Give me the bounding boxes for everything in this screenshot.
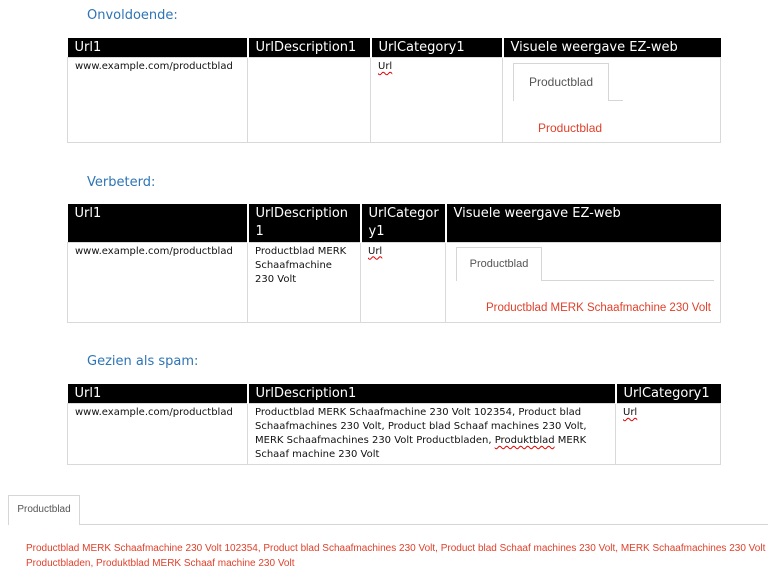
tab-baseline (8, 524, 768, 525)
col-header-url-category: UrlCategory1 (371, 38, 503, 58)
col-header-url-description: UrlDescription1 (248, 38, 371, 58)
section-heading-spam: Gezien als spam: (87, 354, 199, 369)
preview-link[interactable]: Productblad MERK Schaafmachine 230 Volt (485, 301, 711, 314)
tab-productblad[interactable]: Productblad (8, 495, 80, 525)
col-header-url-category: UrlCategor y1 (361, 204, 446, 242)
cell-description (248, 58, 371, 143)
col-header-url-description: UrlDescription 1 (248, 204, 361, 242)
cell-category (361, 242, 446, 322)
description-misspelled-word: Produktblad (494, 435, 555, 446)
table-row (68, 404, 721, 465)
cell-description: Productblad MERK Schaafmachine 230 Volt (248, 242, 361, 322)
category-value: Url (368, 245, 383, 257)
col-header-url-description: UrlDescription1 (248, 384, 616, 404)
tab-productblad[interactable]: Productblad (513, 63, 609, 101)
ezweb-preview (503, 58, 720, 142)
category-value: Url (623, 407, 638, 418)
description-text: Productblad MERK Schaafmachine 230 Volt 102354, Product blad Schaafmachines 230 Volt, Product blad Schaaf machines 230 Volt, MERK Schaafmachines 230 Volt Productbladen, (255, 407, 587, 446)
cell-preview (446, 242, 721, 322)
preview-link[interactable]: Productblad MERK Schaafmachine 230 Volt 102354, Product blad Schaafmachines 230 Volt, Product blad Schaaf machines 230 Volt, MERK Schaafmachines 230 Volt Productbladen, Produktblad MERK Schaaf machine 230 Volt (26, 543, 766, 569)
cell-category (371, 58, 503, 143)
cell-url: www.example.com/productblad (68, 242, 248, 322)
preview-link[interactable]: Productblad (538, 121, 603, 135)
table-row (68, 242, 721, 322)
section-heading-verbeterd: Verbeterd: (87, 175, 156, 190)
cell-description (248, 404, 616, 465)
description-text-end: MERK Schaaf machine 230 Volt (255, 435, 587, 460)
col-header-visual-preview: Visuele weergave EZ-web (503, 38, 721, 58)
col-header-url: Url1 (68, 384, 248, 404)
cell-url: www.example.com/productblad (68, 58, 248, 143)
col-header-url: Url1 (68, 38, 248, 58)
table-spam (67, 384, 721, 465)
table-onvoldoende (67, 38, 721, 143)
table-verbeterd (67, 204, 721, 323)
col-header-url: Url1 (68, 204, 248, 242)
col-header-url-category: UrlCategory1 (616, 384, 721, 404)
table-row (68, 58, 721, 143)
col-header-visual-preview: Visuele weergave EZ-web (446, 204, 721, 242)
ezweb-preview (446, 243, 720, 322)
cell-url: www.example.com/productblad (68, 404, 248, 465)
section-heading-onvoldoende: Onvoldoende: (87, 8, 178, 23)
cell-category (616, 404, 721, 465)
spam-ezweb-preview (0, 490, 780, 587)
category-value: Url (378, 61, 393, 72)
tab-productblad[interactable]: Productblad (456, 247, 542, 281)
cell-preview (503, 58, 721, 143)
